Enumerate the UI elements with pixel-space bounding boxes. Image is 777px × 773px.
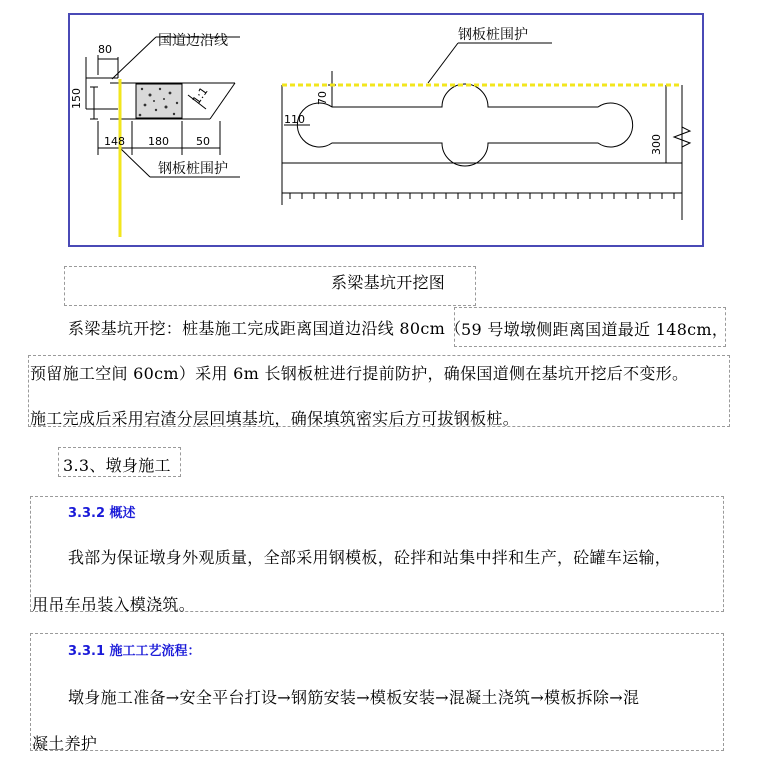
section-title-box — [58, 447, 181, 477]
excavation-figure — [68, 13, 704, 247]
sub1-line2: 用吊车吊装入模浇筑。 — [32, 595, 196, 614]
para1-line1b: 59 号墩墩侧距离国道最近 148cm， — [461, 320, 729, 339]
dim-110: 110 — [284, 113, 305, 126]
para1-line1b-box — [454, 307, 729, 347]
dim-80: 80 — [98, 43, 112, 56]
caption-box — [64, 266, 476, 306]
sub2-line2: 凝土养护 — [32, 734, 98, 753]
excavation-drawing — [70, 15, 702, 245]
figure-caption: 系梁基坑开挖图 — [331, 273, 446, 292]
slope-ratio: 1:1 — [189, 84, 211, 107]
dim-148: 148 — [104, 135, 125, 148]
dim-50: 50 — [196, 135, 210, 148]
dim-70: 70 — [316, 91, 329, 105]
section-title: 3.3、墩身施工 — [63, 456, 171, 475]
sub2-line1: 墩身施工准备→安全平台打设→钢筋安装→模板安装→混凝土浇筑→模板拆除→混 — [68, 688, 640, 707]
label-road-edge: 国道边沿线 — [158, 33, 228, 49]
label-right-pile: 钢板桩围护 — [458, 27, 528, 43]
sub1-heading: 3.3.2 概述 — [68, 506, 136, 521]
dim-150: 150 — [70, 88, 83, 109]
sub2-heading: 3.3.1 施工工艺流程： — [68, 644, 201, 659]
dim-300: 300 — [650, 134, 663, 155]
dim-180: 180 — [148, 135, 169, 148]
sub1-line1: 我部为保证墩身外观质量，全部采用钢模板，砼拌和站集中拌和生产，砼罐车运输， — [68, 548, 672, 567]
para1-line1a: 系梁基坑开挖：桩基施工完成距离国道边沿线 80cm（ — [68, 319, 462, 338]
label-left-pile: 钢板桩围护 — [158, 161, 228, 177]
para1-line3: 施工完成后采用宕渣分层回填基坑，确保填筑密实后方可拔钢板桩。 — [30, 409, 520, 428]
para1-line2: 预留施工空间 60cm）采用 6m 长钢板桩进行提前防护，确保国道侧在基坑开挖后不变形。 — [30, 364, 689, 383]
